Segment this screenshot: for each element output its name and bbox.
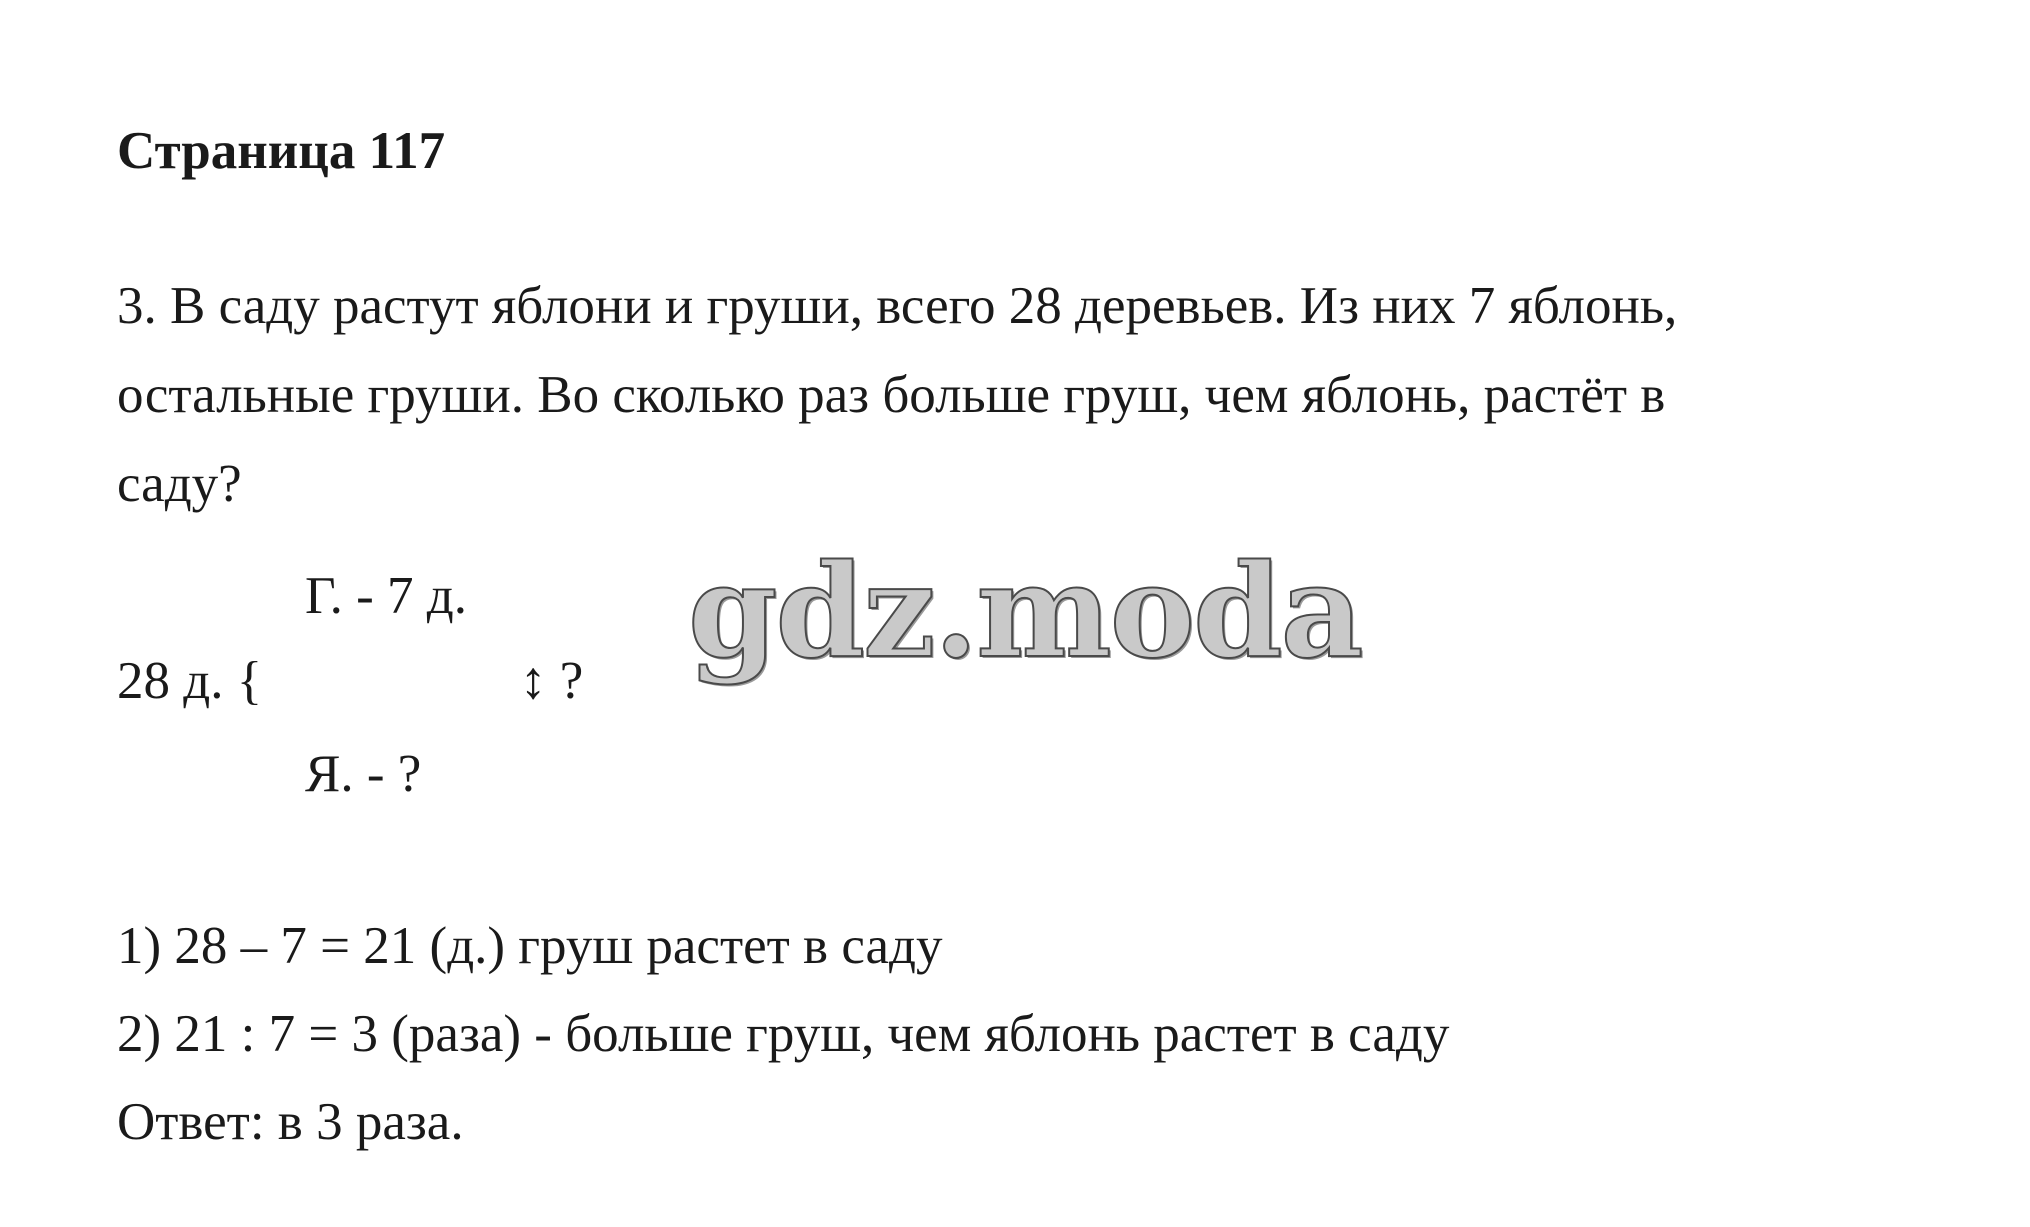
page-title: Страница 117 xyxy=(117,122,446,180)
scheme-apples-label: Я. - ? xyxy=(305,745,422,803)
solution-step: 1) 28 – 7 = 21 (д.) груш растет в саду xyxy=(117,917,943,975)
answer-line: Ответ: в 3 раза. xyxy=(117,1093,464,1151)
problem-line: саду? xyxy=(117,455,242,513)
problem-line: 3. В саду растут яблони и груши, всего 28 деревьев. Из них 7 яблонь, xyxy=(117,277,1678,335)
problem-line: остальные груши. Во сколько раз больше груш, чем яблонь, растёт в xyxy=(117,366,1666,424)
watermark-logo: gdz.moda xyxy=(688,537,1362,687)
solution-step: 2) 21 : 7 = 3 (раза) - больше груш, чем яблонь растет в саду xyxy=(117,1005,1450,1063)
scheme-total-label: 28 д. { xyxy=(117,652,263,710)
scheme-pears-label: Г. - 7 д. xyxy=(305,567,468,625)
problem-statement xyxy=(117,262,1937,529)
scheme-compare-label: ↕ ? xyxy=(520,652,584,710)
